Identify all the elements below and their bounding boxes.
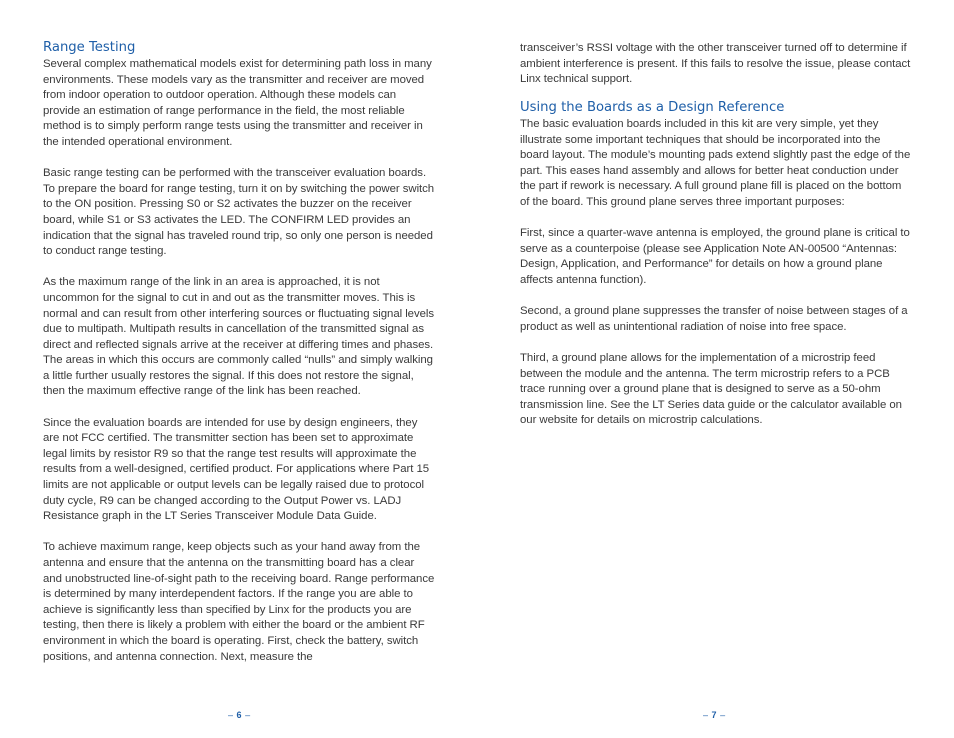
- paragraph: Third, a ground plane allows for the implementation of a microstrip feed between the module and the antenna. The term microstrip refers to a PCB trace running over a ground plane that is designed to serve as a 50-ohm transmission line. See the LT Series data guide or the calculator available on our website for details on microstrip calculations.: [520, 351, 902, 427]
- page-number-dash: –: [228, 710, 234, 720]
- right-page: [520, 0, 912, 738]
- continued-paragraph: transceiver’s RSSI voltage with the other transceiver turned off to determine if ambient interference is present. If this fails to resolve the issue, please contact Linx technical support.: [520, 42, 911, 86]
- paragraph: The basic evaluation boards included in this kit are very simple, yet they illustrate some important techniques that should be incorporated into the board layout. The module’s mounting pads extend slightly past the edge of the part. This eases hand assembly and allows for better heat conduction under the part if rework is necessary. A full ground plane fill is placed on the bottom of the board. This ground plane serves three important purposes:: [520, 118, 911, 208]
- paragraph: Since the evaluation boards are intended for use by design engineers, they are not FCC certified. The transmitter section has been set to approximate legal limits by resistor R9 so that the range test results will approximate the results from a well-designed, certified product. For applications where Part 15 limits are not applicable or output levels can be legally raised due to protocol duty cycle, R9 can be changed according to the Output Power vs. LADJ Resistance graph in the LT Series Transceiver Module Data Guide.: [43, 416, 430, 523]
- page-number-left: [228, 710, 251, 720]
- section-heading-range-testing: Range Testing: [43, 40, 136, 55]
- page-number-value: 7: [711, 710, 718, 720]
- page-number-dash: –: [703, 710, 709, 720]
- paragraph: As the maximum range of the link in an area is approached, it is not uncommon for the signal to cut in and out as the transmitter moves. This is normal and can result from other interfering sources or fluctuating signal levels due to multipath. Multipath results in cancellation of the transmitted signal as direct and reflected signals arrive at the receiver at differing times and phases. The areas in which this occurs are commonly called “nulls” and simply walking a little further usually restores the signal. If this does not restore the signal, then the maximum effective range of the link has been reached.: [43, 276, 435, 398]
- paragraph: Several complex mathematical models exist for determining path loss in many environments. These models vary as the transmitter and receiver are moved from indoor operation to outdoor operation. Although these models can provide an estimation of range performance in the field, the most reliable method is to simply perform range tests using the transmitter and receiver in the intended operational environment.: [43, 58, 432, 148]
- page-number-dash: –: [245, 710, 251, 720]
- paragraph: To achieve maximum range, keep objects such as your hand away from the antenna and ensure that the antenna on the transmitting board has a clear and unobstructed line-of-sight path to the receiving board. Range performance is determined by many interdependent factors. If the range you are able to achieve is significantly less than specified by Linx for the products you are testing, then there is likely a problem with either the board or the ambient RF environment in which the board is operating. First, check the battery, switch positions, and antenna connection. Next, measure the: [43, 541, 435, 663]
- left-page: [43, 0, 435, 738]
- paragraph: Second, a ground plane suppresses the transfer of noise between stages of a product as well as unintentional radiation of noise into free space.: [520, 305, 908, 333]
- paragraph: Basic range testing can be performed with the transceiver evaluation boards. To prepare the board for range testing, turn it on by switching the power switch to the ON position. Pressing S0 or S2 activates the buzzer on the receiver board, while S1 or S3 activates the LED. The CONFIRM LED provides an indication that the signal has traveled round trip, so only one person is needed to conduct range testing.: [43, 167, 435, 258]
- left-page-body: [43, 57, 435, 681]
- page-number-dash: –: [720, 710, 726, 720]
- page-number-value: 6: [236, 710, 243, 720]
- right-page-body: [520, 117, 912, 444]
- section-heading-design-reference: Using the Boards as a Design Reference: [520, 100, 785, 115]
- page-number-right: [703, 710, 726, 720]
- paragraph: First, since a quarter-wave antenna is employed, the ground plane is critical to serve as a counterpoise (please see Application Note AN-00500 “Antennas: Design, Application, and Performance” for details on how a ground plane affects antenna function).: [520, 227, 910, 286]
